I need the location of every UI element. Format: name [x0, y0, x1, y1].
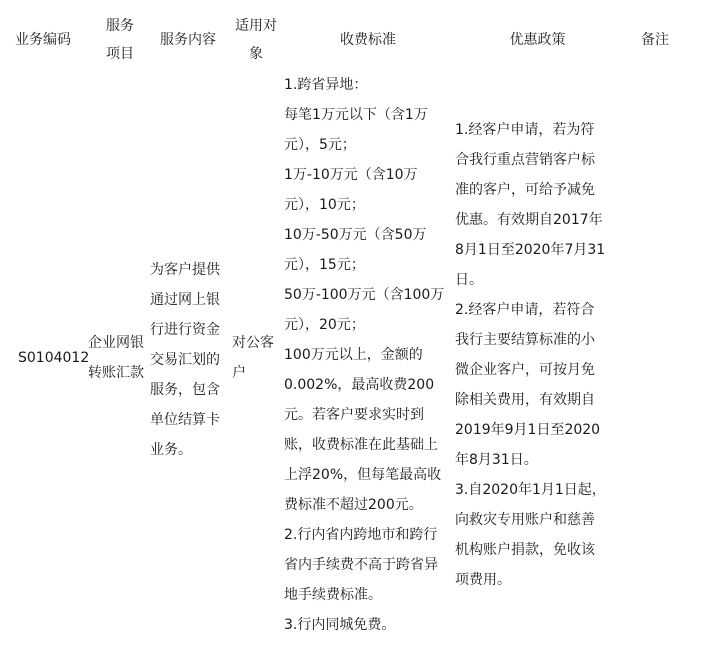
fee-line: 1万-10万元（含10万 [284, 167, 418, 183]
cell-service-item [88, 328, 150, 388]
pref-line: 优惠。有效期自2017年 [455, 212, 603, 228]
fee-line: 1.跨省异地： [284, 77, 368, 93]
header-service-item-line1: 服务 [106, 18, 134, 34]
desc-line: 单位结算卡 [150, 412, 220, 428]
pref-line: 1.经客户申请，若为符 [455, 122, 595, 138]
fee-line: 地手续费标准。 [284, 587, 382, 603]
fee-line: 0.002%，最高收费200 [284, 377, 435, 393]
fee-line: 费标准不超过200元。 [284, 497, 423, 513]
cell-business-code: S0104012 [18, 350, 90, 366]
cell-service-content [150, 255, 232, 465]
header-service-item [94, 12, 146, 68]
pref-line: 我行主要结算标准的小 [455, 332, 595, 348]
fee-line: 元），5元； [284, 137, 356, 153]
header-remarks: 备注 [641, 32, 669, 48]
cell-service-item-line1: 企业网银 [88, 335, 144, 351]
pref-line: 8月1日至2020年7月31 [455, 242, 606, 258]
fee-line: 账，收费标准在此基础上 [284, 437, 438, 453]
cell-fee-standard [284, 70, 456, 640]
fee-line: 50万-100万元（含100万 [284, 287, 445, 303]
pref-line: 准的客户，可给予减免 [455, 182, 595, 198]
header-applicable-object [230, 12, 282, 68]
cell-applicable-object-line2: 户 [232, 365, 246, 381]
cell-applicable-object-line1: 对公客 [232, 335, 274, 351]
fee-line: 每笔1万元以下（含1万 [284, 107, 428, 123]
pref-line: 年8月31日。 [455, 452, 538, 468]
pref-line: 除相关费用，有效期自 [455, 392, 595, 408]
pref-line: 2.经客户申请，若符合 [455, 302, 595, 318]
header-business-code: 业务编码 [15, 32, 71, 48]
cell-preferential-policy [455, 115, 620, 595]
desc-line: 行进行资金 [150, 322, 220, 338]
fee-line: 省内手续费不高于跨省异 [284, 557, 438, 573]
fee-line: 3.行内同城免费。 [284, 617, 396, 633]
fee-line: 元），15元； [284, 257, 365, 273]
fee-line: 100万元以上，金额的 [284, 347, 423, 363]
header-applicable-object-line1: 适用对 [235, 18, 277, 34]
header-preferential-policy: 优惠政策 [509, 32, 566, 48]
pref-line: 2019年9月1日至2020 [455, 422, 601, 438]
desc-line: 通过网上银 [150, 292, 220, 308]
pref-line: 3.自2020年1月1日起， [455, 482, 606, 498]
desc-line: 服务，包含 [150, 382, 220, 398]
pref-line: 机构账户捐款，免收该 [455, 542, 595, 558]
desc-line: 为客户提供 [150, 262, 220, 278]
fee-line: 上浮20%，但每笔最高收 [284, 467, 442, 483]
cell-applicable-object [232, 328, 280, 388]
header-service-item-line2: 项目 [106, 46, 134, 62]
header-applicable-object-line2: 象 [249, 46, 263, 62]
header-service-content: 服务内容 [160, 32, 216, 48]
pref-line: 向救灾专用账户和慈善 [455, 512, 595, 528]
pref-line: 日。 [455, 272, 483, 288]
desc-line: 业务。 [150, 442, 192, 458]
fee-line: 元），10元； [284, 197, 365, 213]
pref-line: 合我行重点营销客户标 [455, 152, 595, 168]
fee-line: 10万-50万元（含50万 [284, 227, 427, 243]
fee-line: 元。若客户要求实时到 [284, 407, 424, 423]
pref-line: 微企业客户，可按月免 [455, 362, 595, 378]
header-fee-standard: 收费标准 [340, 32, 396, 48]
desc-line: 交易汇划的 [150, 352, 220, 368]
fee-line: 2.行内省内跨地市和跨行 [284, 527, 438, 543]
pref-line: 项费用。 [455, 572, 511, 588]
fee-line: 元），20元； [284, 317, 365, 333]
cell-service-item-line2: 转账汇款 [88, 365, 144, 381]
